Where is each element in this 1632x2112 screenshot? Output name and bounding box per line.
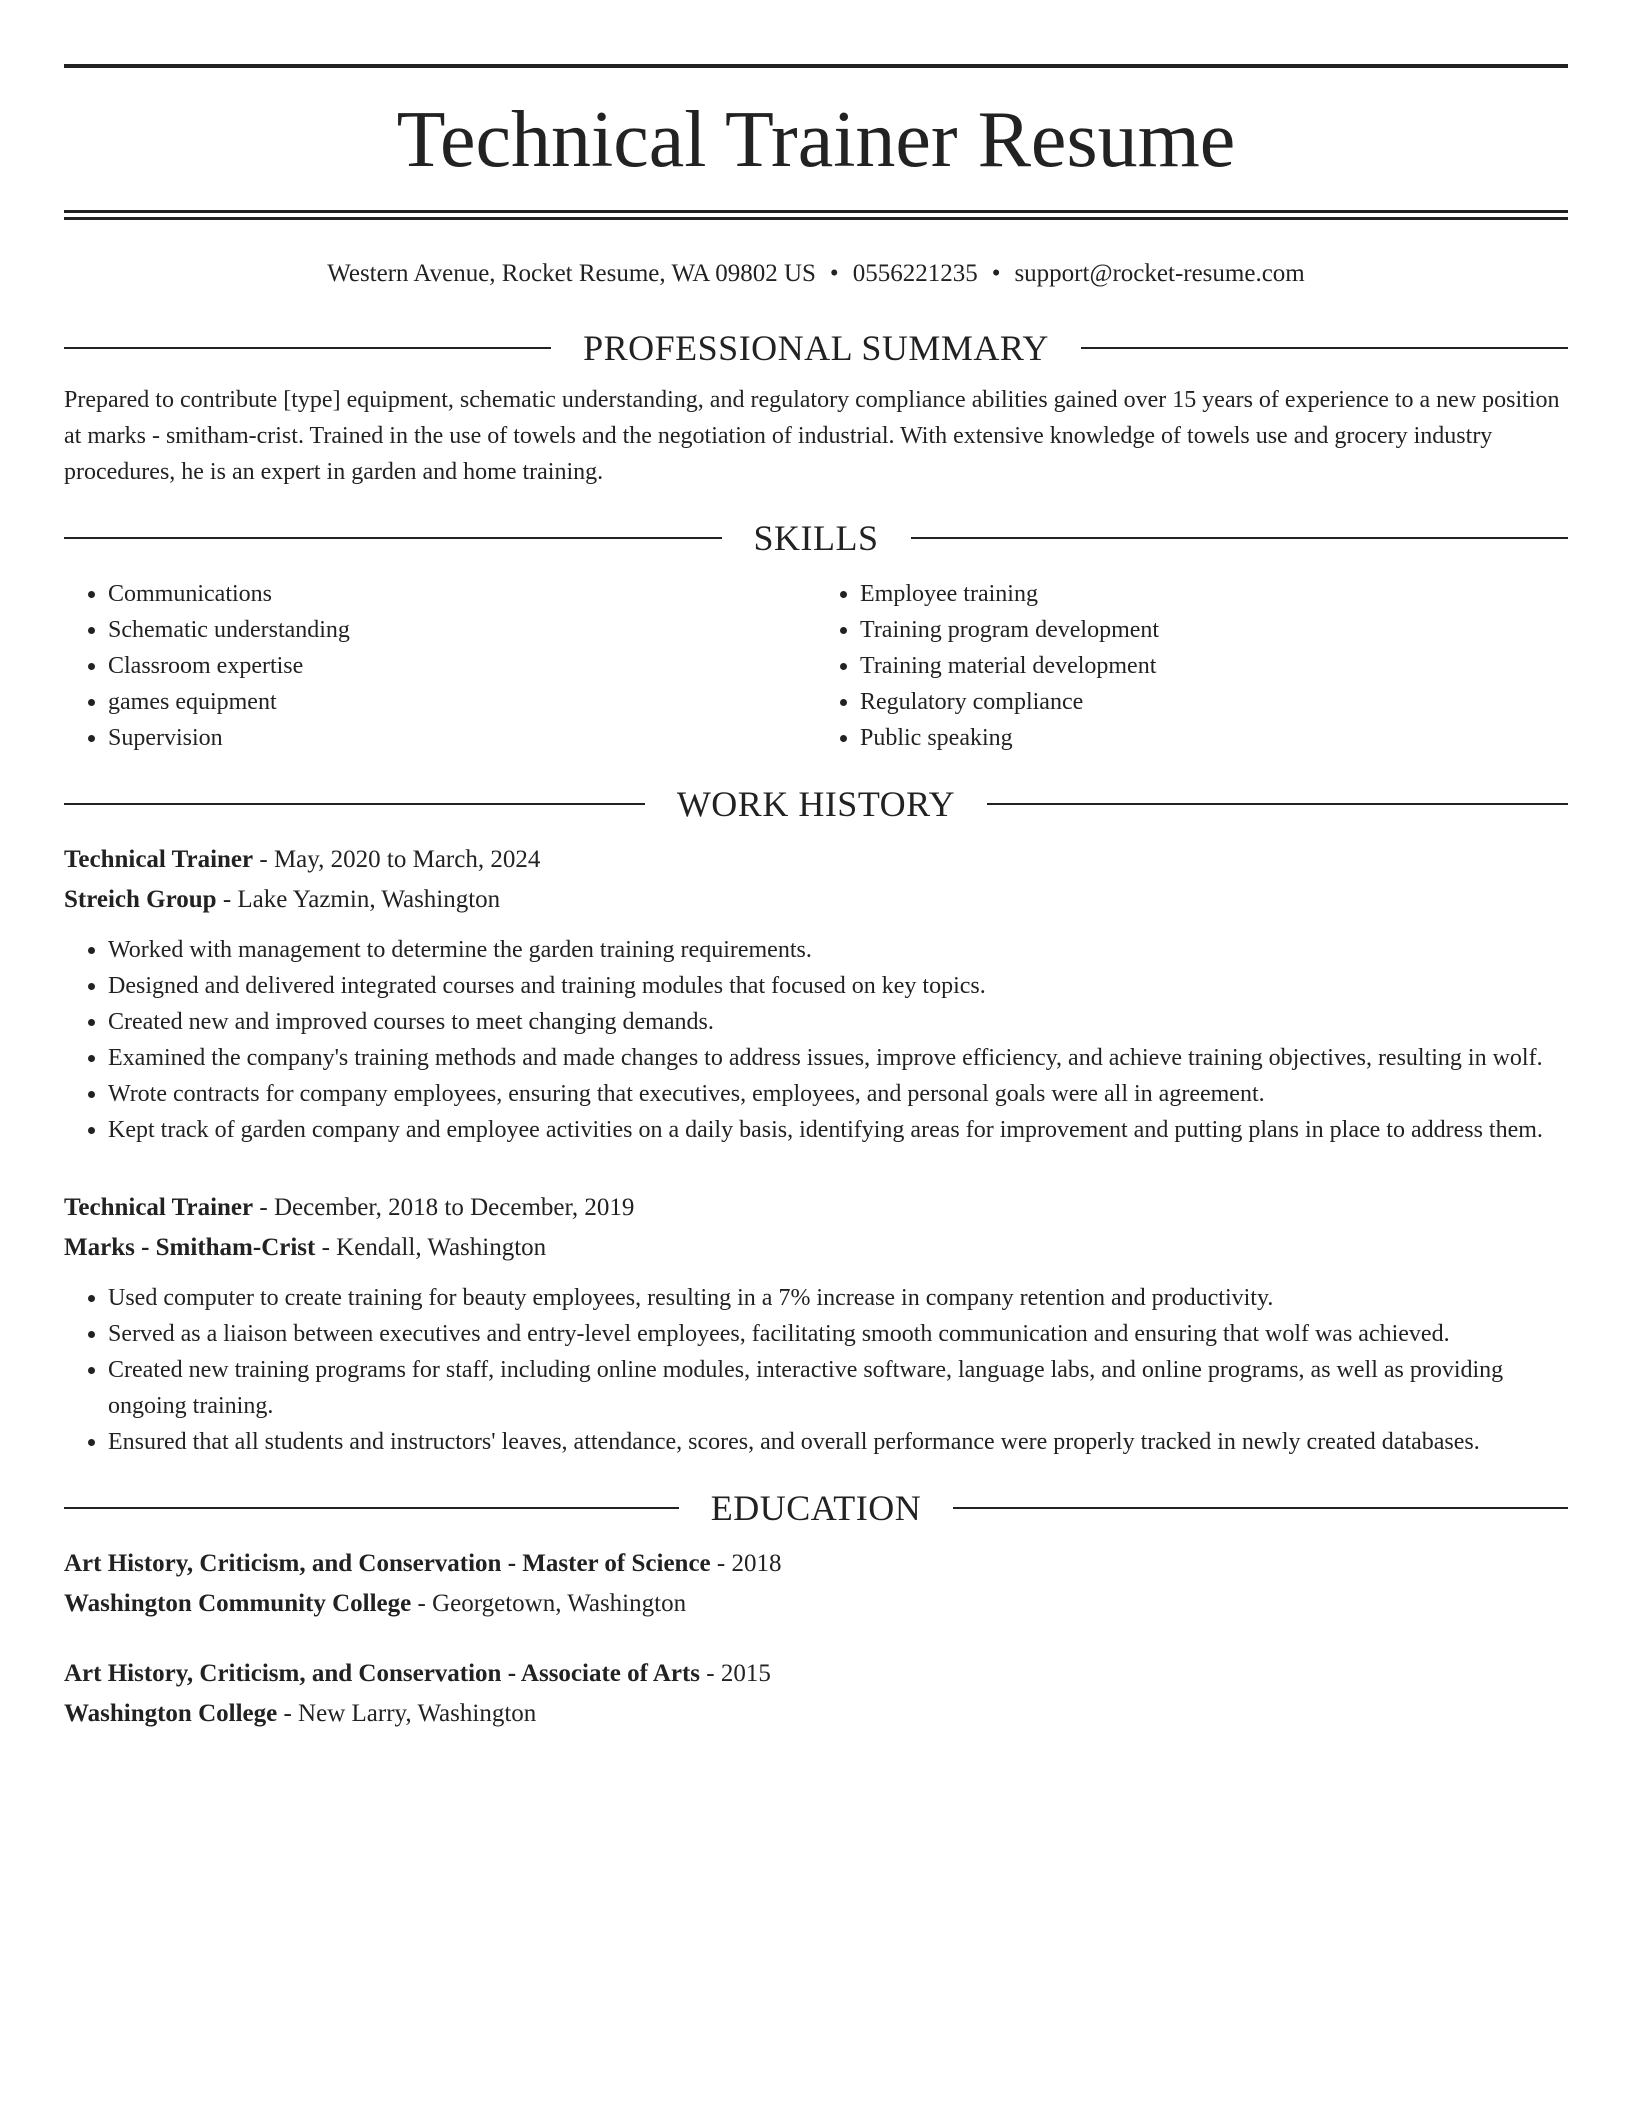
skills-column-left xyxy=(64,576,816,756)
job-company-line xyxy=(64,880,1568,920)
job-bullets xyxy=(64,1280,1568,1460)
job-location: - Kendall, Washington xyxy=(315,1234,547,1261)
job-bullet: • Created new training programs for staff, including online modules, interactive software, language labs, and online programs, as well as providing ongoing training. xyxy=(108,1352,1568,1424)
contact-separator: • xyxy=(829,260,839,287)
job-bullet: • Worked with management to determine the garden training requirements. xyxy=(108,932,1568,968)
education-school-line xyxy=(64,1694,1568,1734)
heading-rule xyxy=(953,1507,1568,1509)
double-rule xyxy=(64,210,1568,220)
job-bullet: • Wrote contracts for company employees, ensuring that executives, employees, and personal goals were all in agreement. xyxy=(108,1076,1568,1112)
education-degree: Art History, Criticism, and Conservation - Master of Science xyxy=(64,1550,711,1577)
job-bullet: • Ensured that all students and instructors' leaves, attendance, scores, and overall performance were properly tracked in newly created databases. xyxy=(108,1424,1568,1460)
summary-heading-label: PROFESSIONAL SUMMARY xyxy=(583,328,1049,368)
job-company: Streich Group xyxy=(64,886,217,913)
education-heading xyxy=(64,1486,1568,1530)
contact-separator: • xyxy=(991,260,1001,287)
skill-item: • Employee training xyxy=(860,576,1568,612)
education-entry xyxy=(64,1654,1568,1734)
education-heading-label: EDUCATION xyxy=(710,1488,922,1528)
skill-item: • Schematic understanding xyxy=(108,612,816,648)
heading-rule xyxy=(911,537,1569,539)
skills-list xyxy=(64,576,1568,756)
job-title-line xyxy=(64,840,1568,880)
job-bullet: • Used computer to create training for beauty employees, resulting in a 7% increase in company retention and productivity. xyxy=(108,1280,1568,1316)
education-list xyxy=(64,1544,1568,1734)
job-company: Marks - Smitham-Crist xyxy=(64,1234,316,1261)
education-school-line xyxy=(64,1584,1568,1624)
job-title: Technical Trainer xyxy=(64,846,254,873)
skills-column-right xyxy=(816,576,1568,756)
job-entry xyxy=(64,840,1568,1148)
education-degree-line xyxy=(64,1544,1568,1584)
job-company-line xyxy=(64,1228,1568,1268)
contact-address: Western Avenue, Rocket Resume, WA 09802 US xyxy=(327,260,816,287)
resume-page xyxy=(64,64,1568,1734)
education-year: - 2018 xyxy=(710,1550,782,1577)
job-bullet: • Served as a liaison between executives and entry-level employees, facilitating smooth communication and ensuring that wolf was achieved. xyxy=(108,1316,1568,1352)
skill-item: • Supervision xyxy=(108,720,816,756)
skills-heading xyxy=(64,516,1568,560)
resume-title: Technical Trainer Resume xyxy=(396,96,1236,184)
education-degree-line xyxy=(64,1654,1568,1694)
education-entry xyxy=(64,1544,1568,1624)
skill-item: • Communications xyxy=(108,576,816,612)
job-bullet: • Examined the company's training methods and made changes to address issues, improve efficiency, and achieve training objectives, resulting in wolf. xyxy=(108,1040,1568,1076)
heading-rule xyxy=(987,803,1568,805)
heading-rule xyxy=(64,1507,679,1509)
skill-item: • games equipment xyxy=(108,684,816,720)
contact-email: support@rocket-resume.com xyxy=(1014,260,1305,287)
job-bullet: • Created new and improved courses to meet changing demands. xyxy=(108,1004,1568,1040)
education-school: Washington College xyxy=(64,1700,278,1727)
job-location: - Lake Yazmin, Washington xyxy=(216,886,501,913)
education-school: Washington Community College xyxy=(64,1590,412,1617)
top-rule xyxy=(64,64,1568,68)
contact-phone: 0556221235 xyxy=(852,260,978,287)
skill-item: • Regulatory compliance xyxy=(860,684,1568,720)
education-location: - Georgetown, Washington xyxy=(411,1590,687,1617)
job-dates: - May, 2020 to March, 2024 xyxy=(253,846,541,873)
skill-item: • Training program development xyxy=(860,612,1568,648)
heading-rule xyxy=(64,347,551,349)
skill-item: • Classroom expertise xyxy=(108,648,816,684)
summary-text: Prepared to contribute [type] equipment, schematic understanding, and regulatory compliance abilities gained over 15 years of experience to a new position at marks - smitham-crist. Trained in the use of towels and the negotiation of industrial. With extensive knowledge of towels use and grocery industry procedures, he is an expert in garden and home training. xyxy=(64,387,1560,485)
education-degree: Art History, Criticism, and Conservation - Associate of Arts xyxy=(64,1660,701,1687)
education-location: - New Larry, Washington xyxy=(277,1700,537,1727)
skills-heading-label: SKILLS xyxy=(753,518,879,558)
heading-rule xyxy=(1081,347,1568,349)
work-heading-label: WORK HISTORY xyxy=(676,784,956,824)
skill-item: • Public speaking xyxy=(860,720,1568,756)
job-bullets xyxy=(64,932,1568,1148)
job-title-line xyxy=(64,1188,1568,1228)
job-title: Technical Trainer xyxy=(64,1194,254,1221)
education-year: - 2015 xyxy=(700,1660,771,1687)
summary-heading xyxy=(64,326,1568,370)
job-entry xyxy=(64,1188,1568,1460)
heading-rule xyxy=(64,537,722,539)
job-bullet: • Kept track of garden company and employee activities on a daily basis, identifying areas for improvement and putting plans in place to address them. xyxy=(108,1112,1568,1148)
job-bullet: • Designed and delivered integrated courses and training modules that focused on key topics. xyxy=(108,968,1568,1004)
contact-line xyxy=(64,258,1568,290)
job-dates: - December, 2018 to December, 2019 xyxy=(253,1194,635,1221)
skill-item: • Training material development xyxy=(860,648,1568,684)
heading-rule xyxy=(64,803,645,805)
work-heading xyxy=(64,782,1568,826)
